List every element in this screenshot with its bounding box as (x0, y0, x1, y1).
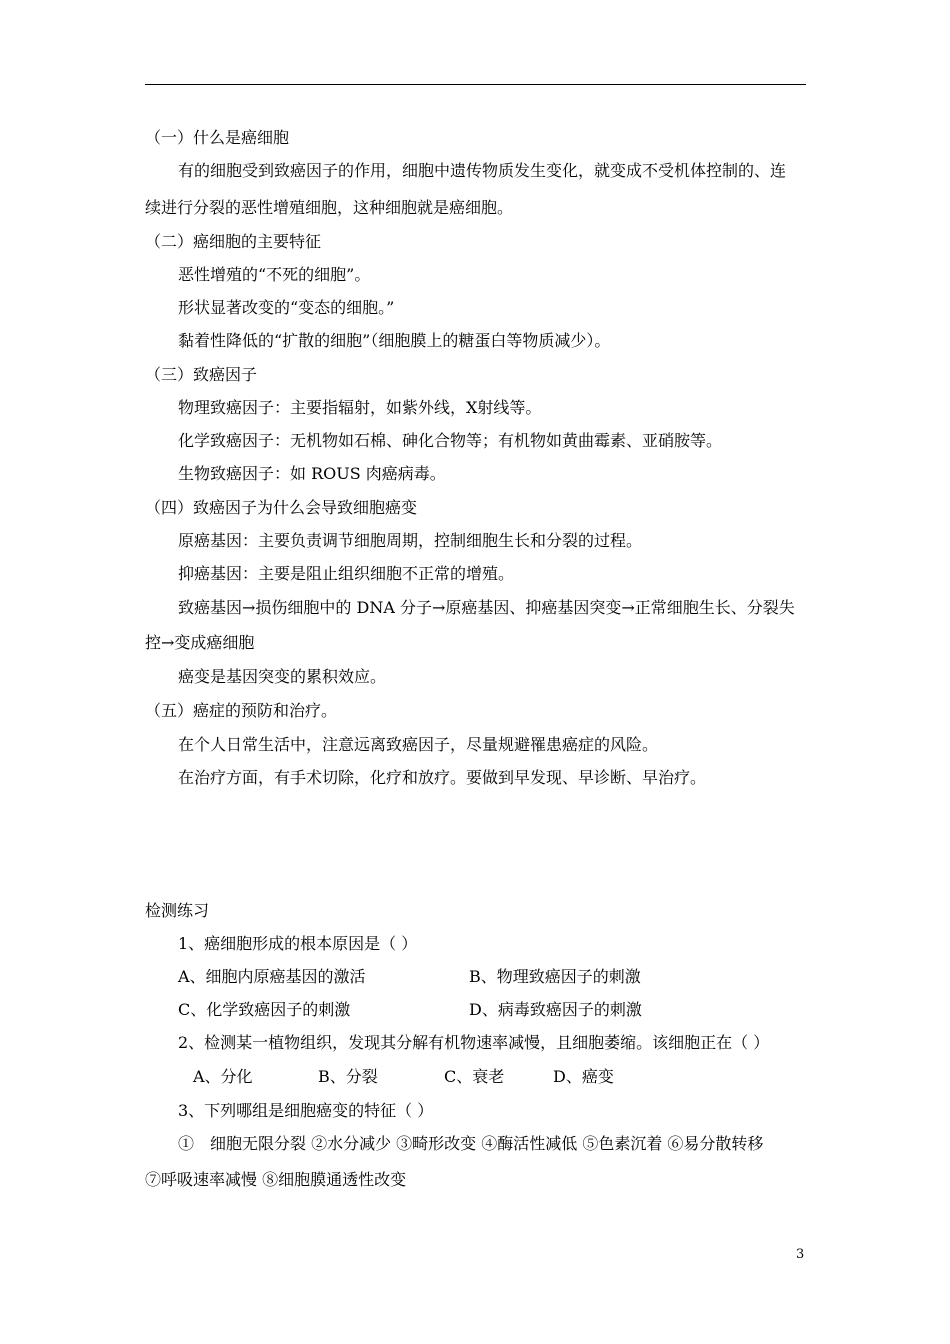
section-4-heading: （四）致癌因子为什么会导致细胞癌变 (145, 498, 418, 517)
question-1-option-b: B、物理致癌因子的刺激 (469, 967, 641, 986)
section-2-item-2: 形状显著改变的“变态的细胞。” (178, 298, 395, 317)
section-3-heading: （三）致癌因子 (145, 365, 258, 384)
question-1-option-c: C、化学致癌因子的刺激 (178, 1000, 351, 1019)
section-4-chain-line-2: 控→变成癌细胞 (145, 633, 255, 652)
section-4-item-1: 原癌基因：主要负责调节细胞周期，控制细胞生长和分裂的过程。 (178, 531, 643, 550)
section-1-paragraph-line-1: 有的细胞受到致癌因子的作用，细胞中遗传物质发生变化，就变成不受机体控制的、连 (178, 161, 787, 180)
question-1-stem: 1、癌细胞形成的根本原因是（ ） (178, 934, 418, 953)
section-5-item-1: 在个人日常生活中，注意远离致癌因子，尽量规避罹患癌症的风险。 (178, 735, 659, 754)
header-rule (145, 84, 806, 85)
question-2-stem: 2、检测某一植物组织，发现其分解有机物速率减慢，且细胞萎缩。该细胞正在（ ） (178, 1033, 770, 1052)
section-2-item-3: 黏着性降低的“扩散的细胞”（细胞膜上的糖蛋白等物质减少）。 (178, 331, 611, 350)
section-2-heading: （二）癌细胞的主要特征 (145, 232, 322, 251)
section-3-item-1: 物理致癌因子：主要指辐射，如紫外线，X射线等。 (178, 398, 542, 417)
question-2-option-c: C、衰老 (444, 1067, 505, 1086)
section-3-item-2: 化学致癌因子：无机物如石棉、砷化合物等；有机物如黄曲霉素、亚硝胺等。 (178, 431, 723, 450)
section-5-item-2: 在治疗方面，有手术切除，化疗和放疗。要做到早发现、早诊断、早治疗。 (178, 768, 707, 787)
section-1-heading: （一）什么是癌细胞 (145, 128, 290, 147)
question-2-option-a: A、分化 (193, 1067, 253, 1086)
question-1-option-a: A、细胞内原癌基因的激活 (178, 967, 366, 986)
page-number: 3 (796, 1247, 805, 1262)
section-3-item-3: 生物致癌因子：如 ROUS 肉癌病毒。 (178, 464, 446, 483)
section-5-heading: （五）癌症的预防和治疗。 (145, 701, 338, 720)
question-2-option-b: B、分裂 (318, 1067, 378, 1086)
section-4-chain-line-1: 致癌基因→损伤细胞中的 DNA 分子→原癌基因、抑癌基因突变→正常细胞生长、分裂失 (178, 598, 795, 617)
section-4-item-2: 抑癌基因：主要是阻止组织细胞不正常的增殖。 (178, 564, 515, 583)
question-3-options-line-1: ① 细胞无限分裂 ②水分减少 ③畸形改变 ④酶活性减低 ⑤色素沉着 ⑥易分散转移 (178, 1134, 764, 1153)
exercise-title: 检测练习 (145, 901, 210, 920)
question-2-option-d: D、癌变 (553, 1067, 614, 1086)
question-3-options-line-2: ⑦呼吸速率减慢 ⑧细胞膜通透性改变 (145, 1170, 407, 1189)
question-1-option-d: D、病毒致癌因子的刺激 (469, 1000, 642, 1019)
section-1-paragraph-line-2: 续进行分裂的恶性增殖细胞，这种细胞就是癌细胞。 (145, 198, 514, 217)
section-2-item-1: 恶性增殖的“不死的细胞”。 (178, 265, 371, 284)
question-3-stem: 3、下列哪组是细胞癌变的特征（ ） (178, 1101, 434, 1120)
section-4-note: 癌变是基因突变的累积效应。 (178, 667, 387, 686)
